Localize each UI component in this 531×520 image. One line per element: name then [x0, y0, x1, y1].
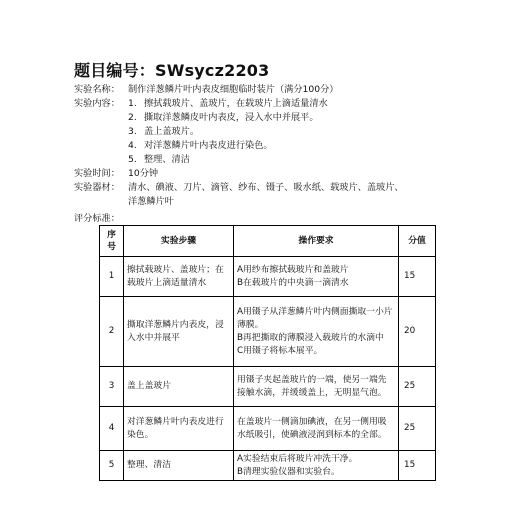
page-title: 题目编号：SWsycz2203 [74, 61, 270, 80]
experiment-content-item-number: 1. [128, 98, 137, 109]
header-serial-number: 序号 [100, 226, 124, 257]
experiment-content-item-4 [128, 139, 514, 153]
row-serial-number: 5 [100, 451, 124, 481]
equipment-label: 实验器材： [74, 182, 120, 193]
table-row [100, 257, 436, 297]
row-score: 15 [399, 257, 436, 297]
row-step: 撕取洋葱鳞片内表皮，浸入水中并展平 [124, 297, 234, 367]
requirement-line: B在载玻片的中央滴一滴清水 [237, 277, 349, 288]
row-step: 盖上盖玻片 [124, 367, 234, 407]
row-step: 整理、清洁 [124, 451, 234, 481]
score-standard-label: 评分标准： [74, 213, 120, 224]
experiment-content-item-number: 4. [128, 140, 137, 151]
table-row [100, 407, 436, 451]
requirement-line: C用镊子将标本展平。 [237, 345, 323, 356]
row-serial-number: 1 [100, 257, 124, 297]
experiment-time: 10分钟 [128, 168, 159, 179]
experiment-content-list [128, 97, 514, 167]
row-score: 15 [399, 451, 436, 481]
equipment-line-2: 洋葱鳞片叶 [128, 196, 174, 207]
experiment-name-label: 实验名称： [74, 84, 120, 95]
row-requirements [234, 297, 399, 367]
requirement-line: B清理实验仪器和实验台。 [237, 466, 340, 477]
experiment-content-item-1 [128, 97, 514, 111]
experiment-time-row [74, 167, 514, 181]
table-row [100, 367, 436, 407]
experiment-content-item-text: 撕取洋葱鳞皮叶内表皮，浸入水中并展平。 [144, 112, 319, 123]
experiment-name: 制作洋葱鳞片叶内表皮细胞临时装片（满分100分） [128, 84, 339, 95]
row-requirements [234, 407, 399, 451]
row-step: 对洋葱鳞片叶内表皮进行染色。 [124, 407, 234, 451]
row-serial-number: 3 [100, 367, 124, 407]
row-score: 20 [399, 297, 436, 367]
experiment-content-item-2 [128, 111, 514, 125]
equipment-row [74, 181, 514, 195]
table-header-row [100, 226, 436, 257]
experiment-content-item-text: 擦拭载玻片、盖玻片，在载玻片上滴适量清水 [144, 98, 328, 109]
experiment-content-row [74, 97, 514, 167]
row-score: 25 [399, 407, 436, 451]
table-row [100, 451, 436, 481]
experiment-content-label: 实验内容： [74, 98, 120, 109]
experiment-content-item-5 [128, 153, 514, 167]
scoring-table [99, 225, 436, 481]
experiment-content-item-text: 整理、清洁 [144, 154, 190, 165]
table-row [100, 297, 436, 367]
requirement-line: A实验结束后将玻片冲洗干净。 [237, 453, 358, 464]
requirement-line: A用纱布擦拭载玻片和盖玻片 [237, 264, 349, 275]
requirement-line: B再把撕取的薄膜浸入载玻片的水滴中 [237, 332, 384, 343]
experiment-content-item-text: 盖上盖玻片。 [144, 126, 200, 137]
experiment-time-label: 实验时间： [74, 168, 120, 179]
row-requirements [234, 451, 399, 481]
requirement-line: A用镊子从洋葱鳞片叶内侧面撕取一小片薄膜。 [237, 306, 393, 330]
row-requirements [234, 367, 399, 407]
experiment-content-item-number: 2. [128, 112, 137, 123]
experiment-content-item-text: 对洋葱鳞片叶内表皮进行染色。 [144, 140, 273, 151]
header-requirements: 操作要求 [234, 226, 399, 257]
experiment-name-row [74, 83, 514, 97]
requirement-line: 用镊子夹起盖玻片的一端，使另一端先接触水滴，并缓缓盖上，无明显气泡。 [237, 374, 387, 398]
row-requirements [234, 257, 399, 297]
header-steps: 实验步骤 [124, 226, 234, 257]
requirement-line: 在盖玻片一侧滴加碘液，在另一侧用吸水纸吸引，使碘液浸润到标本的全部。 [237, 416, 387, 440]
equipment-line-1: 清水、碘液、刀片、滴管、纱布、镊子、吸水纸、载玻片、盖玻片、 [128, 182, 404, 193]
row-serial-number: 2 [100, 297, 124, 367]
experiment-content-item-number: 3. [128, 126, 137, 137]
experiment-content-item-number: 5. [128, 154, 137, 165]
header-score: 分值 [399, 226, 436, 257]
experiment-content-item-3 [128, 125, 514, 139]
row-step: 擦拭载玻片、盖玻片；在载玻片上滴适量清水 [124, 257, 234, 297]
experiment-meta [74, 83, 514, 209]
row-serial-number: 4 [100, 407, 124, 451]
row-score: 25 [399, 367, 436, 407]
